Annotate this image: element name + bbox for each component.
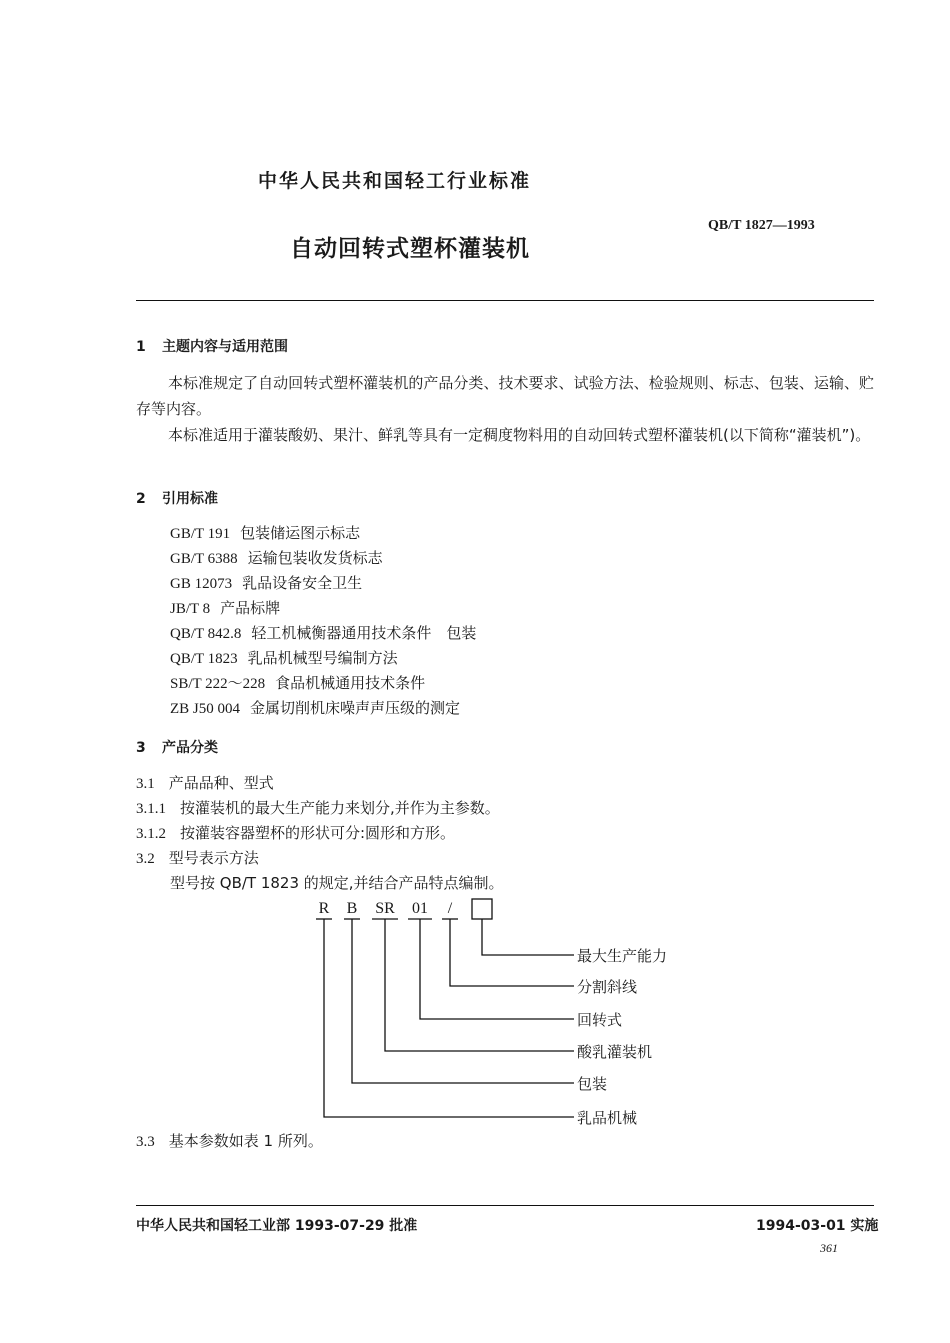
model-label-packaging: 包装: [577, 1075, 608, 1093]
model-letter-sr: SR: [375, 900, 395, 917]
section-number: 1: [136, 339, 146, 355]
model-label-capacity: 最大生产能力: [577, 947, 668, 965]
reference-title: 轻工机械衡器通用技术条件 包装: [251, 624, 477, 642]
model-label-slash: 分割斜线: [577, 978, 638, 996]
subsection-text: 基本参数如表 1 所列。: [168, 1132, 323, 1150]
subsection-text: 型号表示方法: [168, 849, 259, 867]
model-label-rotary: 回转式: [577, 1011, 623, 1029]
model-label-yogurt-filler: 酸乳灌装机: [577, 1043, 653, 1061]
footer-divider: [136, 1205, 874, 1206]
model-notation-paragraph: 型号按 QB/T 1823 的规定,并结合产品特点编制。: [170, 874, 504, 892]
section-title: 主题内容与适用范围: [162, 339, 288, 355]
model-letter-01: 01: [412, 900, 428, 917]
section-title: 引用标准: [162, 491, 218, 507]
reference-code: GB/T 6388: [170, 551, 238, 567]
reference-code: JB/T 8: [170, 601, 211, 617]
subsection-3-3: [136, 1130, 323, 1151]
page-number: 361: [820, 1241, 838, 1255]
reference-title: 金属切削机床噪声声压级的测定: [250, 699, 461, 717]
subsection-number: 3.2: [136, 851, 155, 867]
subsection-text: 按灌装机的最大生产能力来划分,并作为主参数。: [180, 799, 500, 817]
section-number: 2: [136, 491, 146, 507]
subsection-text: 产品品种、型式: [168, 774, 274, 792]
reference-code: GB 12073: [170, 576, 233, 592]
reference-code: GB/T 191: [170, 526, 231, 542]
section-title: 产品分类: [162, 740, 218, 756]
reference-title: 包装储运图示标志: [240, 524, 361, 542]
subsection-number: 3.1: [136, 776, 155, 792]
section-1-paragraph-2: 本标准适用于灌装酸奶、果汁、鲜乳等具有一定稠度物料用的自动回转式塑杯灌装机(以下简称“灌装机”)。: [168, 426, 871, 444]
subsection-number: 3.1.1: [136, 801, 166, 817]
standard-code: QB/T 1827—1993: [708, 218, 815, 233]
model-letter-b: B: [346, 900, 358, 917]
reference-code: QB/T 842.8: [170, 626, 242, 642]
reference-title: 乳品设备安全卫生: [242, 574, 363, 592]
reference-code: ZB J50 004: [170, 701, 241, 717]
subsection-text: 按灌装容器塑杯的形状可分:圆形和方形。: [180, 824, 456, 842]
subsection-number: 3.1.2: [136, 826, 166, 842]
implementation-date: 1994-03-01 实施: [756, 1218, 879, 1234]
model-slash: /: [447, 900, 453, 917]
subsection-number: 3.3: [136, 1134, 155, 1150]
document-title: 自动回转式塑杯灌装机: [290, 236, 530, 262]
standard-category-title: 中华人民共和国轻工行业标准: [258, 170, 532, 192]
section-1-paragraph-1: 本标准规定了自动回转式塑杯灌装机的产品分类、技术要求、试验方法、检验规则、标志、包装、运输、贮存等内容。: [136, 374, 874, 418]
approval-line: 中华人民共和国轻工业部 1993-07-29 批准: [136, 1218, 418, 1234]
reference-title: 食品机械通用技术条件: [275, 674, 426, 692]
reference-title: 运输包装收发货标志: [247, 549, 383, 567]
model-label-dairy-machinery: 乳品机械: [577, 1109, 638, 1127]
section-number: 3: [136, 740, 146, 756]
model-letter-r: R: [318, 900, 330, 917]
reference-code: SB/T 222～228: [170, 676, 266, 692]
reference-code: QB/T 1823: [170, 651, 238, 667]
reference-title: 乳品机械型号编制方法: [247, 649, 398, 667]
reference-title: 产品标牌: [220, 599, 281, 617]
